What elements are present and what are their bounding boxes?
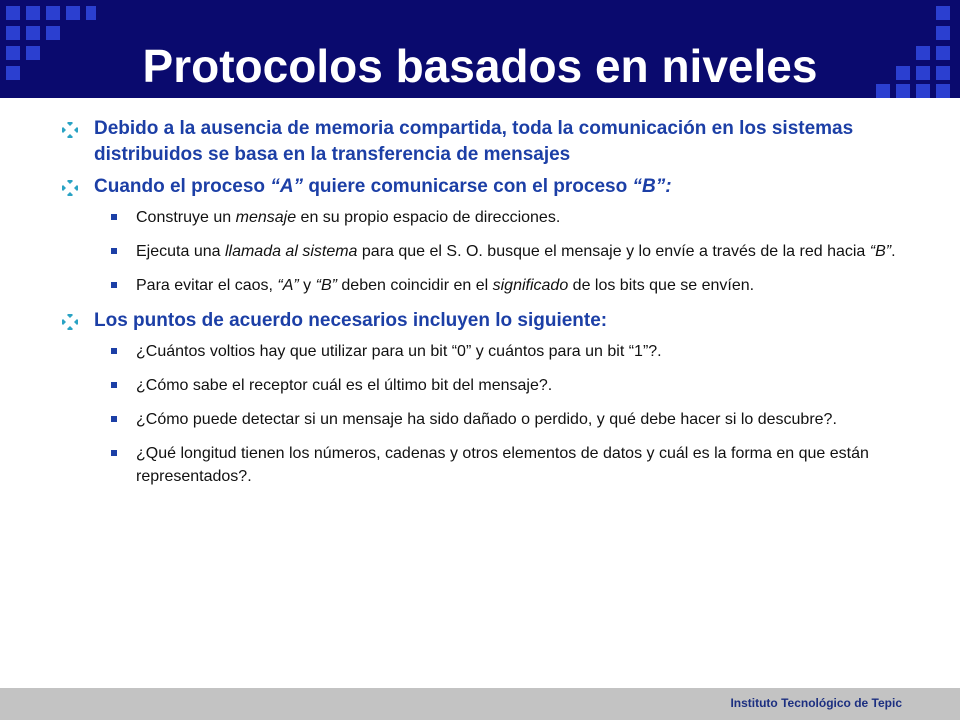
- bullet-item: [58, 116, 908, 168]
- decor-square: [936, 46, 950, 60]
- diamond-bullet-icon: [62, 314, 78, 330]
- decor-square: [916, 66, 930, 80]
- title-bar: [0, 0, 960, 98]
- decor-square: [936, 26, 950, 40]
- sub-bullet-item: [58, 374, 908, 397]
- bullet-text: ¿Cuántos voltios hay que utilizar para un bit “0” y cuántos para un bit “1”?.: [136, 343, 662, 360]
- bullet-item: [58, 174, 908, 200]
- decor-square: [936, 84, 950, 98]
- bullet-text: ¿Qué longitud tienen los números, cadenas y otros elementos de datos y cuál es la forma en que están representados?.: [136, 445, 869, 485]
- bullet-text: “B”: [869, 243, 892, 260]
- bullet-text: .: [891, 243, 896, 260]
- square-bullet-icon: [111, 450, 117, 456]
- decor-square: [916, 84, 930, 98]
- decor-square: [936, 6, 950, 20]
- decor-square: [6, 6, 20, 20]
- sub-bullet-item: [58, 340, 908, 363]
- decor-square: [46, 6, 60, 20]
- diamond-bullet-icon: [62, 122, 78, 138]
- bullet-text: llamada al sistema: [224, 243, 358, 260]
- decor-square: [936, 66, 950, 80]
- bullet-text: ¿Cómo sabe el receptor cuál es el último bit del mensaje?.: [136, 377, 553, 394]
- footer-institution: Instituto Tecnológico de Tepic: [730, 696, 902, 710]
- bullet-text: significado: [492, 277, 569, 294]
- decor-square: [26, 26, 40, 40]
- decor-square: [6, 46, 20, 60]
- bullet-text: deben coincidir en el: [336, 277, 493, 294]
- bullet-text: Debido a la ausencia de memoria compartida, toda la comunicación en los sistemas distribuidos se basa en la transferencia de mensajes: [94, 118, 854, 165]
- bullet-text: “A”: [277, 277, 299, 294]
- bullet-text: Construye un: [136, 209, 236, 226]
- decor-square: [86, 6, 96, 20]
- slide-title: Protocolos basados en niveles: [142, 40, 818, 92]
- square-bullet-icon: [111, 282, 117, 288]
- bullet-text: Para evitar el caos,: [136, 277, 278, 294]
- decor-square: [6, 66, 20, 80]
- bullet-text: en su propio espacio de direcciones.: [296, 209, 561, 226]
- decor-square: [6, 26, 20, 40]
- bullet-item: [58, 308, 908, 334]
- square-bullet-icon: [111, 416, 117, 422]
- bullet-text: Cuando el proceso: [94, 176, 271, 197]
- bullet-text: mensaje: [235, 209, 297, 226]
- bullet-text: “B”: [315, 277, 337, 294]
- decor-square: [26, 46, 40, 60]
- bullet-text: para que el S. O. busque el mensaje y lo envíe a través de la red hacia: [357, 243, 870, 260]
- diamond-bullet-icon: [62, 180, 78, 196]
- square-bullet-icon: [111, 382, 117, 388]
- decor-square: [46, 26, 60, 40]
- bullet-text: Ejecuta una: [136, 243, 225, 260]
- sub-bullet-item: [58, 240, 908, 263]
- bullet-text: ¿Cómo puede detectar si un mensaje ha sido dañado o perdido, y qué debe hacer si lo descubre?.: [136, 411, 837, 428]
- square-bullet-icon: [111, 214, 117, 220]
- bullet-text: “A”: [270, 176, 304, 197]
- decor-square: [916, 46, 930, 60]
- bullet-text: de los bits que se envíen.: [568, 277, 755, 294]
- square-bullet-icon: [111, 348, 117, 354]
- decor-square: [66, 6, 80, 20]
- footer-bar: [0, 688, 960, 720]
- sub-bullet-item: [58, 206, 908, 229]
- bullet-text: Los puntos de acuerdo necesarios incluyen lo siguiente:: [94, 310, 608, 331]
- bullet-text: y: [298, 277, 316, 294]
- bullet-text: “B”:: [632, 176, 672, 197]
- bullet-list: [58, 116, 908, 499]
- square-bullet-icon: [111, 248, 117, 254]
- sub-bullet-item: [58, 408, 908, 431]
- sub-bullet-item: [58, 274, 908, 297]
- decor-square: [896, 66, 910, 80]
- bullet-text: quiere comunicarse con el proceso: [303, 176, 633, 197]
- decor-square: [896, 84, 910, 98]
- decor-square: [26, 6, 40, 20]
- sub-bullet-item: [58, 442, 908, 488]
- decor-square: [876, 84, 890, 98]
